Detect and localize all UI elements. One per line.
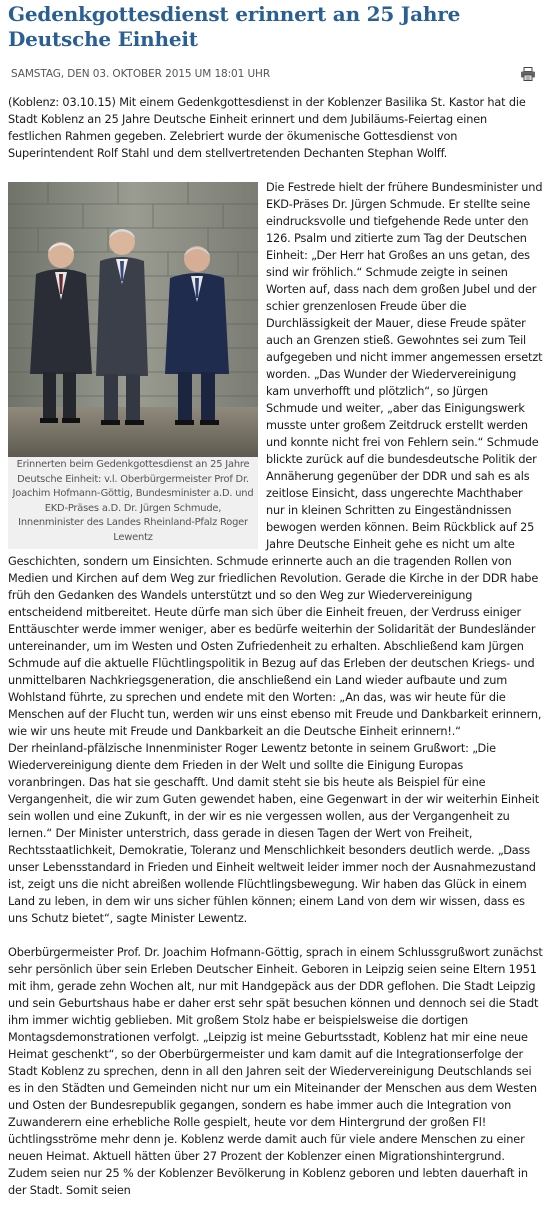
article-paragraph: Die Festrede hielt der frühere Bundesminister und EKD-Präses Dr. Jürgen Schmude. Er stellte seine eindrucksvolle und tiefgehende Rede unter den 126. Psalm und zitierte zum Tag der Deutschen Einheit: „Der Herr hat Großes an uns getan, des sind wir fröhlich.“ Schmude zeigte in seinen Worten auf, dass nach dem großen Jubel und der schier grenzenlosen Freude über die Durchlässigkeit der Mauer, diese Freude später auch an Grenzen stieß. Gewohntes sei zum Teil aufgegeben und nicht immer angemessen ersetzt worden. „Das Wunder der Wiedervereinigung kam unverhofft und plötzlich“, so Jürgen Schmude und weiter, „aber das Einigungswerk musste unter großem Zeitdruck erstellt werden und konnte nicht frei von Fehlern sein.“ Schmude blickte zurück auf die bundesdeutsche Politik der Annäherung gegenüber der DDR und sah es als zeitlose Einsicht, dass ungerechte Machthaber nur in kleinen Schritten zu Eingeständnissen bewogen werden können. Beim Rückblick auf 25 Jahre Deutsche Einheit gehe es nicht um alte Geschichten, sondern um Einsichten. Schmude erinnerte auch an die tragenden Rollen von Medien und Kirchen auf dem Weg zur friedlichen Revolution. Gerade die Kirche in der DDR habe früh den Gedanken des Wandels unterstützt und so den Weg zur Wiedervereinigung entscheidend mitbereitet. Heute dürfe man sich über die Einheit freuen, der Verdruss einiger Enttäuschter werde immer weniger, aber es bedürfe weiterhin der Solidarität der Bundesländer untereinander, um im Westen und Osten Zufriedenheit zu erhalten. Abschließend kam Jürgen Schmude auf die aktuelle Flüchtlingspolitik in Bezug auf das Erleben der deutschen Kriegs- und unmittelbaren Nachkriegsgeneration, die anschließend ein Land wieder aufbaute und zum Wohlstand führte, zu sprechen und endete mit den Worten: „An das, was wir heute für die Menschen auf der Flucht tun, werden wir uns einst ebenso mit Freude und Dankbarkeit erinnern, wie wir uns heute mit Freude und Dankbarkeit an die Deutsche Einheit erinnern!.“ [8,181,543,738]
article-paragraph: (Koblenz: 03.10.15) Mit einem Gedenkgottesdienst in der Koblenzer Basilika St. Kastor hat die Stadt Koblenz an 25 Jahre Deutsche Einheit erinnert und dem Jubiläums-Feiertag einen festlichen Rahmen gegeben. Zelebriert wurde der ökumenische Gottesdienst von Superintendent Rolf Stahl und dem stellvertretenden Dechanten Stephan Wolff. [8,96,526,160]
article-paragraph: Der rheinland-pfälzische Innenminister Roger Lewentz betonte in seinem Grußwort: „Die Wiedervereinigung diente dem Frieden in der Welt und sollte die Einigung Europas voranbringen. Das hat sie geschafft. Und damit steht sie bis heute als Beispiel für eine Vergangenheit, die wir zum Guten gewendet haben, eine Gegenwart in der wir weiterhin Einheit sein wollen und eine Zukunft, in der wir es nie vergessen wollen, aus der Vergangenheit zu lernen.“ Der Minister unterstrich, dass gerade in diesen Tagen der Wert von Freiheit, Rechtsstaatlichkeit, Demokratie, Toleranz und Menschlichkeit besonders deutlich werde. „Dass unser Lebensstandard in Frieden und Einheit weltweit leider immer noch der Ausnahmezustand ist, zeigt uns die nicht abreißen wollende Flüchtlingsbewegung. Wir haben das Glück in einem Land zu leben, in dem wir uns sicher fühlen können; einem Land von dem wir wissen, dass es uns Schutz bietet“, sagte Minister Lewentz. [8,742,539,925]
article-dateline: SAMSTAG, DEN 03. OKTOBER 2015 UM 18:01 UHR [11,68,271,80]
article-title: Gedenkgottesdienst erinnert an 25 Jahre Deutsche Einheit [8,2,461,51]
article-photo [8,182,258,457]
article-paragraph: Oberbürgermeister Prof. Dr. Joachim Hofmann-Göttig, sprach in einem Schlussgrußwort zunächst sehr persönlich über sein Erleben Deutscher Einheit. Geboren in Leipzig seien seine Eltern 1951 mit ihm, gerade zehn Wochen alt, nur mit Handgepäck aus der DDR geflohen. Die Stadt Leipzig und sein Geburtshaus habe er daher erst sehr spät besuchen können und dennoch sei die Stadt ihm immer wichtig geblieben. Mit großem Stolz habe er beispielsweise die dortigen Montagsdemonstrationen verfolgt. „Leipzig ist meine Geburtsstadt, Koblenz hat mir eine neue Heimat geschenkt“, so der Oberbürgermeister und kam damit auf die Integrationserfolge der Stadt Koblenz zu sprechen, denn in all den Jahren seit der Wiedervereinigung Deutschlands sei es in den Städten und Gemeinden nicht nur um ein Miteinander der Menschen aus dem Westen und Osten der Bundesrepublik gegangen, sondern es habe immer auch die Integration von Zuwanderern eine erhebliche Rolle gespielt, heute vor dem Hintergrund der großen Fl! [8,946,543,1129]
photo-caption: Erinnerten beim Gedenkgottesdienst an 25 Jahre Deutsche Einheit: v.l. Oberbürgermeister Prof Dr. Joachim Hofmann-Göttig, Bundesminister a.D. und EKD-Präses a.D. Dr. Jürgen Schmude, Innenminister des Landes Rheinland-Pfalz Roger Lewentz [8,457,258,549]
printer-icon[interactable] [520,67,536,81]
article-paragraph: üchtlingsströme mehr denn je. Koblenz werde damit auch für viele andere Menschen zu einer neuen Heimat. Aktuell hätten über 27 Prozent der Koblenzer einen Migrationshintergrund. Zudem seien nur 25 % der Koblenzer Bevölkerung in Koblenz geboren und lebten dauerhaft in der Stadt. Somit seien [8,1133,528,1197]
article-body [8,94,543,1199]
article-photo-figure [8,182,258,549]
